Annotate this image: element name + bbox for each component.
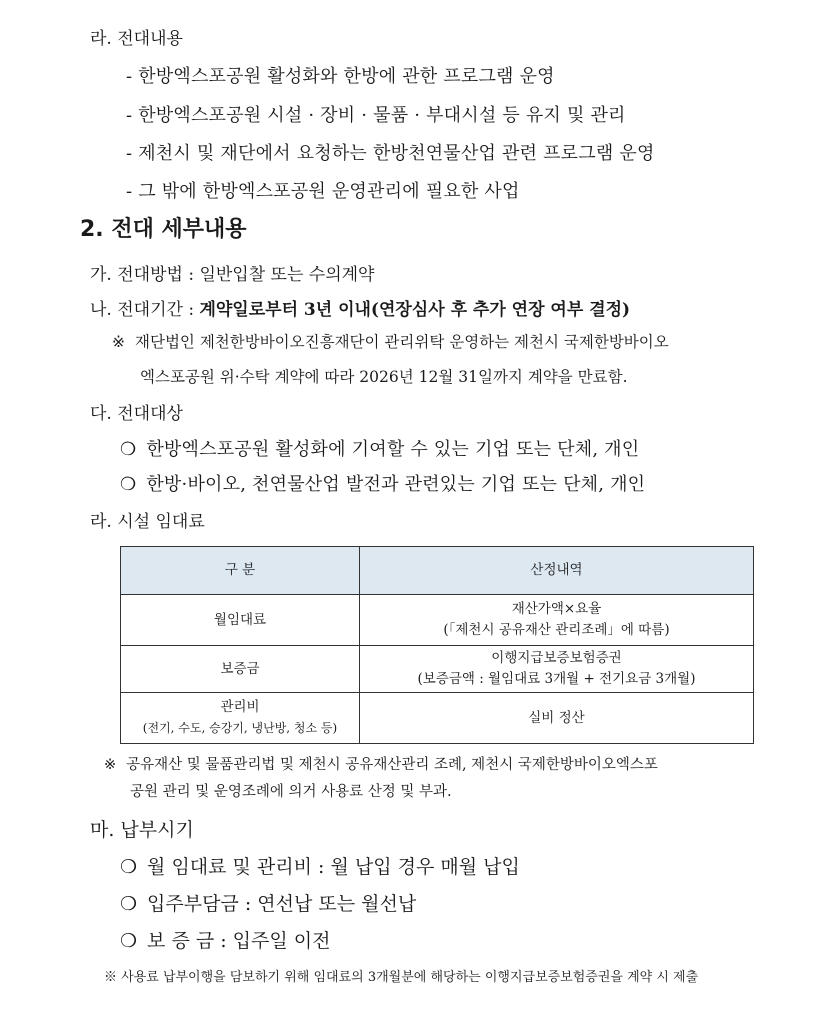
table-header-category: 구 분 [121, 547, 360, 595]
bullet-circle-icon: ❍ [120, 474, 137, 495]
table-row [121, 646, 754, 693]
payment-item-text: 보 증 금 : 입주일 이전 [147, 930, 331, 952]
method-line: 가. 전대방법 : 일반입찰 또는 수의계약 [90, 265, 375, 285]
bullet-circle-icon: ❍ [120, 930, 138, 952]
row-detail [360, 595, 754, 646]
target-item-text: 한방·바이오, 천연물산업 발전과 관련있는 기업 또는 단체, 개인 [146, 474, 646, 495]
scope-item: - 한방엑스포공원 시설 · 장비 · 물품 · 부대시설 등 유지 및 관리 [126, 105, 626, 126]
row-label: 보증금 [121, 646, 360, 693]
bullet-circle-icon: ❍ [120, 439, 137, 460]
payment-title: 마. 납부시기 [90, 819, 194, 841]
rent-table [120, 546, 754, 744]
table-row [121, 595, 754, 646]
period-note-line1 [112, 330, 669, 352]
target-item [120, 435, 639, 461]
scope-item: - 그 밖에 한방엑스포공원 운영관리에 필요한 사업 [126, 181, 520, 202]
payment-item [120, 852, 520, 879]
payment-item-text: 월 임대료 및 관리비 : 월 납입 경우 매월 납입 [147, 856, 520, 878]
period-note-line2: 엑스포공원 위·수탁 계약에 따라 2026년 12월 31일까지 계약을 만료함. [140, 368, 628, 386]
period-note-text: 재단법인 제천한방바이오진흥재단이 관리위탁 운영하는 제천시 국제한방바이오 [135, 333, 669, 351]
row-detail-line2: (「제천시 공유재산 관리조례」에 따름) [443, 622, 670, 638]
section-title-scope: 라. 전대내용 [90, 29, 183, 49]
row-label: 월임대료 [121, 595, 360, 646]
row-detail [360, 646, 754, 693]
payment-note: ※ 사용료 납부이행을 담보하기 위해 임대료의 3개월분에 해당하는 이행지급보증보험증권을 계약 시 제출 [104, 970, 699, 985]
period-label: 나. 전대기간 : [90, 300, 200, 320]
row-label-sub: (전기, 수도, 승강기, 냉난방, 청소 등) [142, 721, 338, 735]
target-item-text: 한방엑스포공원 활성화에 기여할 수 있는 기업 또는 단체, 개인 [146, 439, 640, 460]
rent-title: 라. 시설 임대료 [90, 512, 205, 532]
row-label [121, 693, 360, 744]
note-mark: ※ [104, 757, 117, 773]
rent-note-line2: 공원 관리 및 운영조례에 의거 사용료 산정 및 부과. [130, 784, 452, 800]
payment-item [120, 889, 416, 916]
row-label-text: 관리비 [220, 699, 260, 715]
row-detail-line1: 이행지급보증보험증권 [491, 650, 622, 666]
payment-item [120, 926, 330, 953]
bullet-circle-icon: ❍ [120, 893, 138, 915]
row-detail-line2: (보증금액 : 월임대료 3개월 + 전기요금 3개월) [417, 671, 696, 687]
period-line [90, 295, 630, 320]
note-mark: ※ [112, 333, 125, 351]
section-heading: 2. 전대 세부내용 [80, 217, 247, 242]
row-detail: 실비 정산 [360, 693, 754, 744]
bullet-circle-icon: ❍ [120, 856, 138, 878]
period-value: 계약일로부터 3년 이내(연장심사 후 추가 연장 여부 결정) [199, 300, 631, 320]
table-row [121, 693, 754, 744]
scope-item: - 한방엑스포공원 활성화와 한방에 관한 프로그램 운영 [126, 66, 555, 87]
row-detail-line1: 재산가액×요율 [511, 601, 602, 617]
payment-item-text: 입주부담금 : 연선납 또는 월선납 [147, 893, 417, 915]
rent-note-line1 [104, 753, 658, 774]
target-title: 다. 전대대상 [90, 404, 183, 424]
target-item [120, 470, 645, 496]
table-header-detail: 산정내역 [360, 547, 754, 595]
scope-item: - 제천시 및 재단에서 요청하는 한방천연물산업 관련 프로그램 운영 [126, 143, 655, 164]
rent-note-text: 공유재산 및 물품관리법 및 제천시 공유재산관리 조례, 제천시 국제한방바이오엑스포 [126, 757, 658, 773]
